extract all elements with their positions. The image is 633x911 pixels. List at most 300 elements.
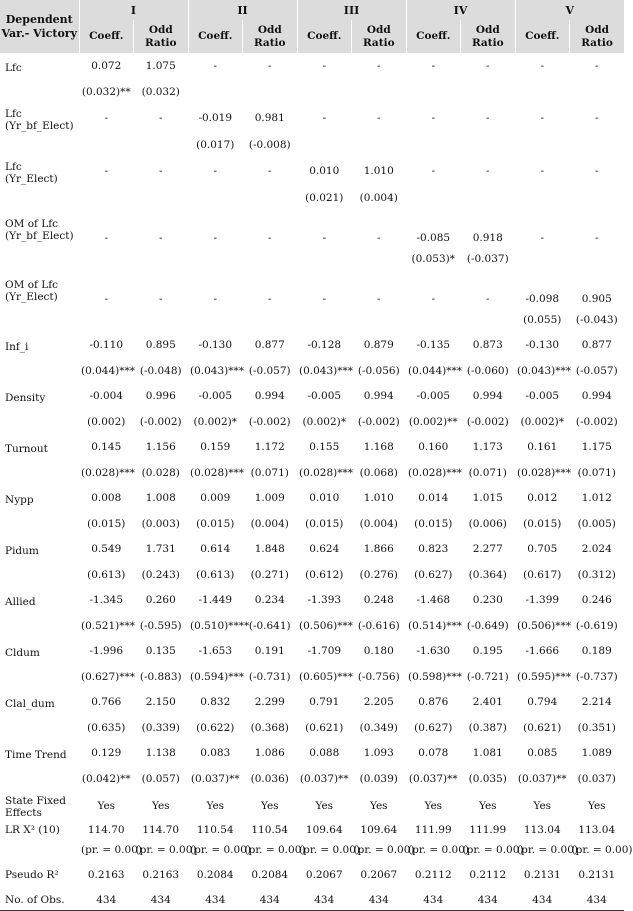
row-label-empty [0, 664, 79, 689]
table-footer [0, 791, 633, 911]
std-error-cell: (0.015) [305, 517, 344, 530]
std-error-cell [570, 185, 625, 210]
odds-ratio-cell: - [267, 293, 272, 305]
std-error-cell: (0.053)* [411, 252, 456, 265]
std-error-cell: (0.015) [196, 517, 235, 530]
coefficient-cell: 0.083 [200, 747, 231, 759]
cell: 434 [515, 890, 570, 911]
coefficient-cell: -0.128 [307, 339, 342, 351]
std-error-cell: (0.613) [196, 568, 235, 581]
std-error-cell: (0.037)** [517, 772, 567, 785]
coefficient-cell: - [104, 232, 109, 244]
std-error-cell [352, 246, 407, 271]
std-error-cell: (0.003) [141, 517, 180, 530]
odds-ratio-cell: 0.234 [254, 594, 285, 606]
odds-ratio-cell: 1.175 [581, 441, 612, 453]
variable-label: Lfc [5, 62, 22, 74]
model-header-ii: II [188, 0, 297, 20]
std-error-cell: (0.028) [141, 466, 180, 479]
std-error-cell: (-0.043) [575, 313, 618, 326]
odds-ratio-cell: 0.248 [363, 594, 394, 606]
row-label: No. of Obs. [0, 890, 79, 911]
variable-row-estimate [0, 271, 624, 307]
coefficient-cell: 0.791 [309, 696, 340, 708]
std-error-cell: (0.002)* [302, 415, 347, 428]
std-error-cell: (0.032)** [81, 85, 131, 98]
std-error-cell: (0.015) [414, 517, 453, 530]
std-error-cell: (-0.616) [357, 619, 400, 632]
variable-label: Inf_i [5, 341, 29, 353]
coefficient-cell: -1.393 [307, 594, 342, 606]
coefficient-cell: - [322, 60, 327, 72]
coefficient-cell: 0.832 [200, 696, 231, 708]
coefficient-cell: 0.010 [309, 492, 340, 504]
odds-ratio-cell: 1.866 [363, 543, 394, 555]
table-body [0, 53, 624, 791]
variable-row-std-error [0, 246, 624, 271]
std-error-cell [297, 132, 352, 157]
coefficient-cell: 0.766 [91, 696, 122, 708]
coeff-header: Coeff. [297, 20, 352, 53]
std-error-cell [406, 307, 461, 332]
coefficient-cell: 0.159 [200, 441, 231, 453]
std-error-cell: (0.037)** [408, 772, 458, 785]
coefficient-cell: 0.078 [418, 747, 449, 759]
odds-ratio-cell: 0.994 [363, 390, 394, 402]
variable-row-std-error [0, 79, 624, 104]
std-error-cell: (0.004) [359, 191, 398, 204]
std-error-cell: (-0.002) [575, 415, 618, 428]
variable-row-std-error [0, 132, 624, 157]
std-error-cell: (0.243) [141, 568, 180, 581]
std-error-cell: (-0.002) [248, 415, 291, 428]
coefficient-cell: 0.008 [91, 492, 122, 504]
coefficient-cell: - [104, 293, 109, 305]
std-error-cell: (0.312) [577, 568, 616, 581]
cell: Yes [151, 799, 170, 812]
coefficient-cell: - [104, 112, 109, 124]
variable-label: Clal_dum [5, 698, 55, 710]
odds-ratio-cell: 1.848 [254, 543, 285, 555]
cell: 0.2084 [196, 869, 234, 881]
coefficient-cell: - [213, 293, 218, 305]
std-error-cell [406, 132, 461, 157]
cell: Yes [369, 799, 388, 812]
std-error-cell: (0.044)*** [408, 364, 463, 377]
odds-ratio-cell: 0.877 [254, 339, 285, 351]
variable-row-estimate [0, 587, 624, 613]
coefficient-cell: -0.019 [198, 112, 233, 124]
cell: 434 [134, 890, 189, 911]
odds-ratio-cell: 0.246 [581, 594, 612, 606]
coefficient-cell: -0.110 [89, 339, 124, 351]
std-error-cell: (0.635) [87, 721, 126, 734]
coefficient-cell: -1.666 [525, 645, 560, 657]
cell: 0.2112 [414, 869, 452, 881]
cell: (pr. = 0.00) [135, 844, 197, 856]
coefficient-cell: 0.614 [200, 543, 231, 555]
odds-ratio-cell: 1.093 [363, 747, 394, 759]
std-error-cell: (0.055) [523, 313, 562, 326]
std-error-cell [570, 132, 625, 157]
row-label-empty [0, 715, 79, 740]
std-error-cell: (-0.595) [139, 619, 182, 632]
coefficient-cell: - [213, 165, 218, 177]
odds-ratio-cell: - [267, 60, 272, 72]
std-error-cell: (0.598)*** [408, 670, 463, 683]
dependent-variable-label: Dependent Var.- Victory [0, 0, 79, 53]
std-error-cell: (0.622) [196, 721, 235, 734]
model-header-iv: IV [406, 0, 515, 20]
coefficient-cell: -0.005 [416, 390, 451, 402]
std-error-cell: (0.627) [414, 721, 453, 734]
odd-ratio-header: Odd Ratio [570, 20, 625, 53]
odds-ratio-cell: 1.168 [363, 441, 394, 453]
coefficient-cell: 0.010 [309, 165, 340, 177]
std-error-cell [188, 246, 243, 271]
coefficient-cell: - [213, 60, 218, 72]
lr-chi2-row [0, 820, 624, 840]
variable-row-std-error [0, 766, 624, 791]
coefficient-cell: -1.468 [416, 594, 451, 606]
variable-row-std-error [0, 715, 624, 740]
cell: Yes [424, 799, 443, 812]
cell: Yes [587, 799, 606, 812]
variable-label: Cldum [5, 647, 40, 659]
std-error-cell: (0.002) [87, 415, 126, 428]
std-error-cell: (0.506)*** [299, 619, 354, 632]
std-error-cell: (0.006) [468, 517, 507, 530]
coefficient-cell: - [540, 232, 545, 244]
std-error-cell: (-0.737) [575, 670, 618, 683]
coefficient-cell: 0.876 [418, 696, 449, 708]
std-error-cell [515, 246, 570, 271]
std-error-cell: (0.387) [468, 721, 507, 734]
cell: 434 [352, 890, 407, 911]
coefficient-cell: 0.129 [91, 747, 122, 759]
std-error-cell: (0.002)* [520, 415, 565, 428]
row-label-empty [0, 613, 79, 638]
model-header-iii: III [297, 0, 406, 20]
std-error-cell: (0.021) [305, 191, 344, 204]
std-error-cell: (0.506)*** [517, 619, 572, 632]
coefficient-cell: - [322, 112, 327, 124]
row-label-empty [0, 307, 79, 332]
std-error-cell: (0.613) [87, 568, 126, 581]
cell: (pr. = 0.00) [190, 844, 251, 856]
cell: 111.99 [414, 824, 452, 836]
std-error-cell [297, 79, 352, 104]
coefficient-cell: 0.549 [91, 543, 122, 555]
odds-ratio-cell: 1.081 [472, 747, 503, 759]
std-error-cell: (0.028)*** [81, 466, 136, 479]
cell: 0.2163 [142, 869, 180, 881]
cell: 434 [297, 890, 352, 911]
std-error-cell: (0.015) [87, 517, 126, 530]
odds-ratio-cell: 2.214 [581, 696, 612, 708]
std-error-cell: (0.002)* [193, 415, 237, 428]
std-error-cell [188, 79, 243, 104]
std-error-cell: (0.028)*** [408, 466, 463, 479]
std-error-cell: (0.071) [250, 466, 289, 479]
coefficient-cell: 0.160 [418, 441, 449, 453]
model-header-i: I [79, 0, 188, 20]
std-error-cell [406, 185, 461, 210]
std-error-cell [134, 185, 189, 210]
variable-label: Nypp [5, 494, 34, 506]
coefficient-cell: -0.005 [198, 390, 233, 402]
coefficient-cell: -0.004 [89, 390, 124, 402]
cell: Yes [97, 799, 116, 812]
std-error-cell: (0.032) [141, 85, 180, 98]
variable-row-std-error [0, 358, 624, 383]
variable-row-std-error [0, 460, 624, 485]
cell: (pr. = 0.00) [571, 844, 633, 856]
std-error-cell: (0.621) [305, 721, 344, 734]
std-error-cell [297, 246, 352, 271]
coefficient-cell: 0.705 [527, 543, 558, 555]
row-label-empty [0, 562, 79, 587]
std-error-cell: (-0.721) [466, 670, 509, 683]
std-error-cell: (0.521)*** [81, 619, 136, 632]
coefficient-cell: -0.135 [416, 339, 451, 351]
odds-ratio-cell: - [376, 60, 381, 72]
cell: (pr. = 0.00) [299, 844, 360, 856]
odds-ratio-cell: - [594, 112, 599, 124]
std-error-cell: (0.627) [414, 568, 453, 581]
coefficient-cell: - [104, 165, 109, 177]
variable-label: Lfc (Yr_bf_Elect) [5, 108, 74, 132]
std-error-cell: (-0.057) [575, 364, 618, 377]
std-error-cell: (0.612) [305, 568, 344, 581]
cell: 434 [461, 890, 516, 911]
std-error-cell [515, 132, 570, 157]
std-error-cell: (-0.008) [248, 138, 291, 151]
odds-ratio-cell: - [376, 112, 381, 124]
std-error-cell [515, 79, 570, 104]
row-label-empty [0, 185, 79, 210]
std-error-cell: (0.037)** [190, 772, 240, 785]
odds-ratio-cell: 1.156 [145, 441, 176, 453]
std-error-cell: (0.594)*** [190, 670, 245, 683]
odds-ratio-cell: 1.010 [363, 165, 394, 177]
odds-ratio-cell: 0.994 [581, 390, 612, 402]
odds-ratio-cell: - [594, 60, 599, 72]
odds-ratio-cell: - [485, 60, 490, 72]
coefficient-cell: 0.145 [91, 441, 122, 453]
odds-ratio-cell: 1.172 [254, 441, 285, 453]
coefficient-cell: 0.155 [309, 441, 340, 453]
std-error-cell [134, 246, 189, 271]
std-error-cell: (0.039) [359, 772, 398, 785]
cell: 0.2163 [87, 869, 125, 881]
cell: (pr. = 0.00) [462, 844, 524, 856]
std-error-cell: (0.036) [250, 772, 289, 785]
odd-ratio-header: Odd Ratio [352, 20, 407, 53]
std-error-cell [570, 79, 625, 104]
std-error-cell: (0.028)*** [299, 466, 354, 479]
std-error-cell [243, 246, 298, 271]
cell: (pr. = 0.00) [517, 844, 578, 856]
odds-ratio-cell: 1.089 [581, 747, 612, 759]
std-error-cell [297, 307, 352, 332]
cell: 113.04 [578, 824, 616, 836]
std-error-cell: (0.028)*** [190, 466, 245, 479]
coefficient-cell: 0.072 [91, 60, 122, 72]
std-error-cell: (0.071) [468, 466, 507, 479]
cell: 0.2131 [523, 869, 561, 881]
std-error-cell: (-0.002) [139, 415, 182, 428]
std-error-cell: (0.627)*** [81, 670, 136, 683]
cell: (pr. = 0.00) [244, 844, 306, 856]
std-error-cell: (0.002)** [408, 415, 458, 428]
coefficient-cell: -0.130 [525, 339, 560, 351]
odd-ratio-header: Odd Ratio [461, 20, 516, 53]
odds-ratio-cell: 1.173 [472, 441, 503, 453]
odds-ratio-cell: 0.905 [581, 293, 612, 305]
lr-pvalue-row [0, 840, 624, 860]
std-error-cell [134, 307, 189, 332]
std-error-cell: (-0.056) [357, 364, 400, 377]
cell: Yes [478, 799, 497, 812]
odds-ratio-cell: 0.877 [581, 339, 612, 351]
std-error-cell: (0.514)*** [408, 619, 463, 632]
coefficient-cell: -1.709 [307, 645, 342, 657]
header-row-subcolumns [0, 20, 624, 53]
header-row-models [0, 0, 624, 20]
row-label: LR X² (10) [5, 824, 60, 836]
cell: (pr. = 0.00) [81, 844, 142, 856]
odds-ratio-cell: 1.012 [581, 492, 612, 504]
std-error-cell: (0.510)**** [190, 619, 250, 632]
std-error-cell [243, 307, 298, 332]
variable-row-estimate [0, 689, 624, 715]
std-error-cell: (0.349) [359, 721, 398, 734]
odds-ratio-cell: 2.024 [581, 543, 612, 555]
odds-ratio-cell: 2.277 [472, 543, 503, 555]
variable-label: OM of Lfc (Yr_Elect) [5, 279, 58, 303]
std-error-cell: (-0.002) [357, 415, 400, 428]
odds-ratio-cell: - [485, 293, 490, 305]
row-label-empty [0, 246, 79, 271]
cell: 0.2067 [360, 869, 398, 881]
coefficient-cell: 0.794 [527, 696, 558, 708]
cell: 111.99 [469, 824, 507, 836]
coefficient-cell: -1.399 [525, 594, 560, 606]
variable-label: Density [5, 392, 46, 404]
odds-ratio-cell: 0.230 [472, 594, 503, 606]
std-error-cell: (0.276) [359, 568, 398, 581]
cell: 434 [79, 890, 134, 911]
coefficient-cell: - [540, 165, 545, 177]
variable-row-std-error [0, 307, 624, 332]
cell: 114.70 [142, 824, 180, 836]
std-error-cell [79, 132, 134, 157]
variable-row-std-error [0, 511, 624, 536]
cell: 434 [188, 890, 243, 911]
odds-ratio-cell: - [594, 165, 599, 177]
cell: (pr. = 0.00) [408, 844, 469, 856]
coefficient-cell: 0.085 [527, 747, 558, 759]
variable-label: Pidum [5, 545, 39, 557]
std-error-cell: (0.043)*** [190, 364, 245, 377]
std-error-cell: (0.351) [577, 721, 616, 734]
odds-ratio-cell: 0.879 [363, 339, 394, 351]
cell: 434 [406, 890, 461, 911]
variable-row-std-error [0, 562, 624, 587]
coefficient-cell: -1.449 [198, 594, 233, 606]
odds-ratio-cell: 1.086 [254, 747, 285, 759]
odds-ratio-cell: 2.299 [254, 696, 285, 708]
odds-ratio-cell: 1.015 [472, 492, 503, 504]
odds-ratio-cell: - [376, 293, 381, 305]
coefficient-cell: 0.823 [418, 543, 449, 555]
std-error-cell: (0.015) [523, 517, 562, 530]
row-label-empty [0, 79, 79, 104]
odds-ratio-cell: 0.994 [472, 390, 503, 402]
std-error-cell: (0.037) [577, 772, 616, 785]
odds-ratio-cell: 0.191 [254, 645, 285, 657]
coefficient-cell: 0.088 [309, 747, 340, 759]
std-error-cell [461, 79, 516, 104]
cell: 0.2084 [251, 869, 289, 881]
variable-row-estimate [0, 157, 624, 185]
std-error-cell [461, 307, 516, 332]
std-error-cell: (0.339) [141, 721, 180, 734]
odds-ratio-cell: 1.010 [363, 492, 394, 504]
odds-ratio-cell: 0.135 [145, 645, 176, 657]
row-label: Pseudo R² [5, 869, 59, 881]
coefficient-cell: -0.085 [416, 232, 451, 244]
odds-ratio-cell: - [267, 232, 272, 244]
std-error-cell [461, 185, 516, 210]
row-label-empty [0, 840, 79, 860]
odds-ratio-cell: 1.731 [145, 543, 176, 555]
coefficient-cell: - [322, 293, 327, 305]
std-error-cell: (0.595)*** [517, 670, 572, 683]
odds-ratio-cell: 0.918 [472, 232, 503, 244]
std-error-cell [352, 132, 407, 157]
variable-label: Lfc (Yr_Elect) [5, 161, 58, 185]
odds-ratio-cell: 0.189 [581, 645, 612, 657]
coefficient-cell: - [431, 293, 436, 305]
std-error-cell [461, 132, 516, 157]
cell: (pr. = 0.00) [353, 844, 415, 856]
coeff-header: Coeff. [79, 20, 134, 53]
odds-ratio-cell: 0.996 [145, 390, 176, 402]
row-label-empty [0, 460, 79, 485]
std-error-cell: (0.017) [196, 138, 235, 151]
variable-row-std-error [0, 185, 624, 210]
odds-ratio-cell: 1.009 [254, 492, 285, 504]
cell: Yes [206, 799, 225, 812]
std-error-cell [79, 185, 134, 210]
coefficient-cell: -0.005 [307, 390, 342, 402]
std-error-cell: (-0.883) [139, 670, 182, 683]
std-error-cell: (0.042)** [81, 772, 131, 785]
odds-ratio-cell: 0.981 [254, 112, 285, 124]
coefficient-cell: 0.012 [527, 492, 558, 504]
pseudo-r2-row [0, 860, 624, 890]
odds-ratio-cell: 2.150 [145, 696, 176, 708]
cell: 114.70 [87, 824, 125, 836]
odds-ratio-cell: 0.180 [363, 645, 394, 657]
cell: Yes [315, 799, 334, 812]
fixed-effects-row [0, 791, 624, 820]
variable-row-estimate [0, 434, 624, 460]
std-error-cell: (-0.060) [466, 364, 509, 377]
std-error-cell: (-0.731) [248, 670, 291, 683]
